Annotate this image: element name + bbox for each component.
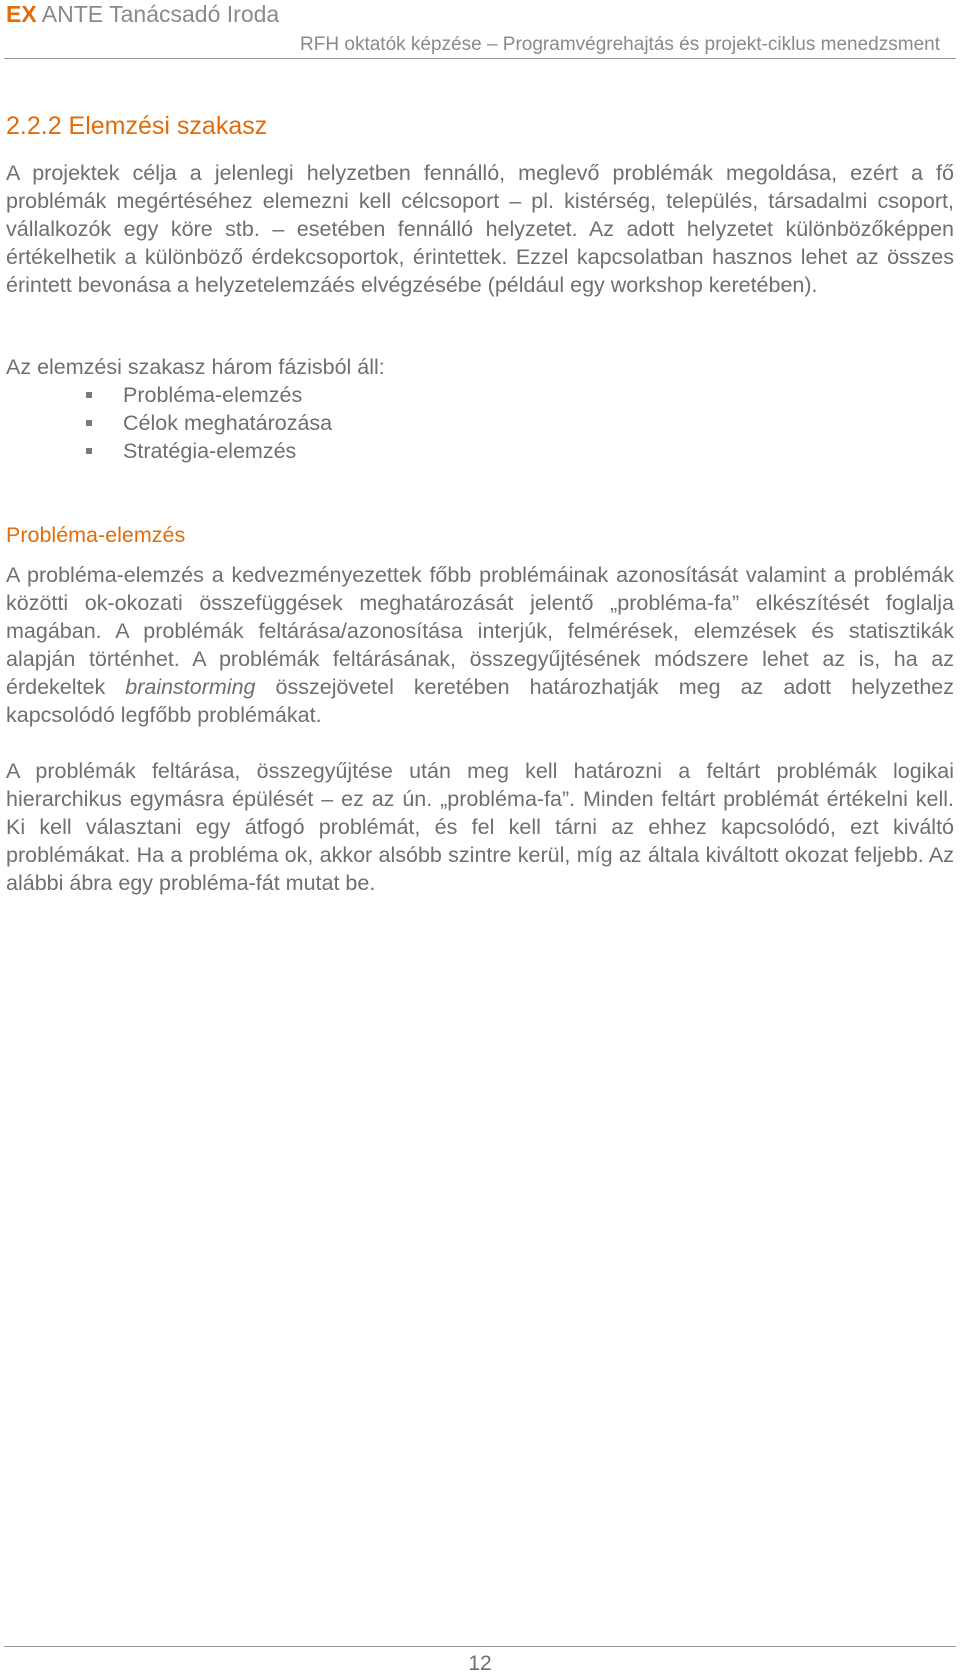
header-subtitle: RFH oktatók képzése – Programvégrehajtás és projekt-ciklus menedzsment — [300, 34, 940, 55]
phases-intro: Az elemzési szakasz három fázisból áll: — [6, 355, 385, 379]
footer-divider — [4, 1646, 956, 1647]
page-number: 12 — [468, 1652, 492, 1675]
square-bullet-icon — [86, 392, 92, 398]
header-brand — [6, 0, 279, 28]
italic-term: brainstorming — [125, 675, 256, 699]
paragraph-text: összejövetel keretében határozhatják meg az adott helyzethez kapcsolódó legfőbb problémákat. — [6, 675, 954, 727]
square-bullet-icon — [86, 448, 92, 454]
phases-list — [84, 381, 332, 465]
problem-analysis-paragraph — [6, 561, 954, 729]
phase-label: Célok meghatározása — [123, 411, 333, 435]
list-item — [84, 437, 332, 465]
problem-tree-paragraph: A problémák feltárása, összegyűjtése után meg kell határozni a feltárt problémák logikai hierarchikus egymásra épülését – ez az ún. „probléma-fa”. Minden feltárt problémát értékelni kell. Ki kell választani egy átfogó problémát, és fel kell tárni az ehhez kapcsolódó, ezt kiváltó problémákat. Ha a probléma ok, akkor alsóbb szintre kerül, míg az általa kiváltott okozat feljebb. Az alábbi ábra egy probléma-fát mutat be. — [6, 759, 954, 895]
phase-label: Probléma-elemzés — [123, 383, 303, 407]
paragraph-text: A probléma-elemzés a kedvezményezettek főbb problémáinak azonosítását valamint a problémák közötti ok-okozati összefüggések meghatározását jelentő „probléma-fa” elkészítését foglalja magában. A problémák feltárása/azonosítása interjúk, felmérések, elemzések és statisztikák alapján történhet. A problémák feltárásának, összegyűjtésének módszere lehet az is, ha az érdekeltek — [6, 563, 954, 699]
square-bullet-icon — [86, 420, 92, 426]
phase-label: Stratégia-elemzés — [123, 439, 297, 463]
brand-name: ANTE Tanácsadó Iroda — [36, 1, 280, 27]
section-title: 2.2.2 Elemzési szakasz — [6, 112, 268, 140]
header-divider — [4, 58, 956, 59]
list-item — [84, 381, 332, 409]
brand-ex: EX — [6, 1, 37, 27]
list-item — [84, 409, 332, 437]
subsection-title: Probléma-elemzés — [6, 523, 186, 547]
intro-paragraph: A projektek célja a jelenlegi helyzetben fennálló, meglevő problémák megoldása, ezért a fő problémák megértéséhez elemezni kell célcsoport – pl. kistérség, település, társadalmi csoport, vállalkozók egy köre stb. – esetében fennálló helyzetet. Az adott helyzetet különbözőképpen értékelhetik a különböző érdekcsoportok, érintettek. Ezzel kapcsolatban hasznos lehet az összes érintett bevonása a helyzetelemzáés elvégzésébe (például egy workshop keretében). — [6, 161, 954, 297]
